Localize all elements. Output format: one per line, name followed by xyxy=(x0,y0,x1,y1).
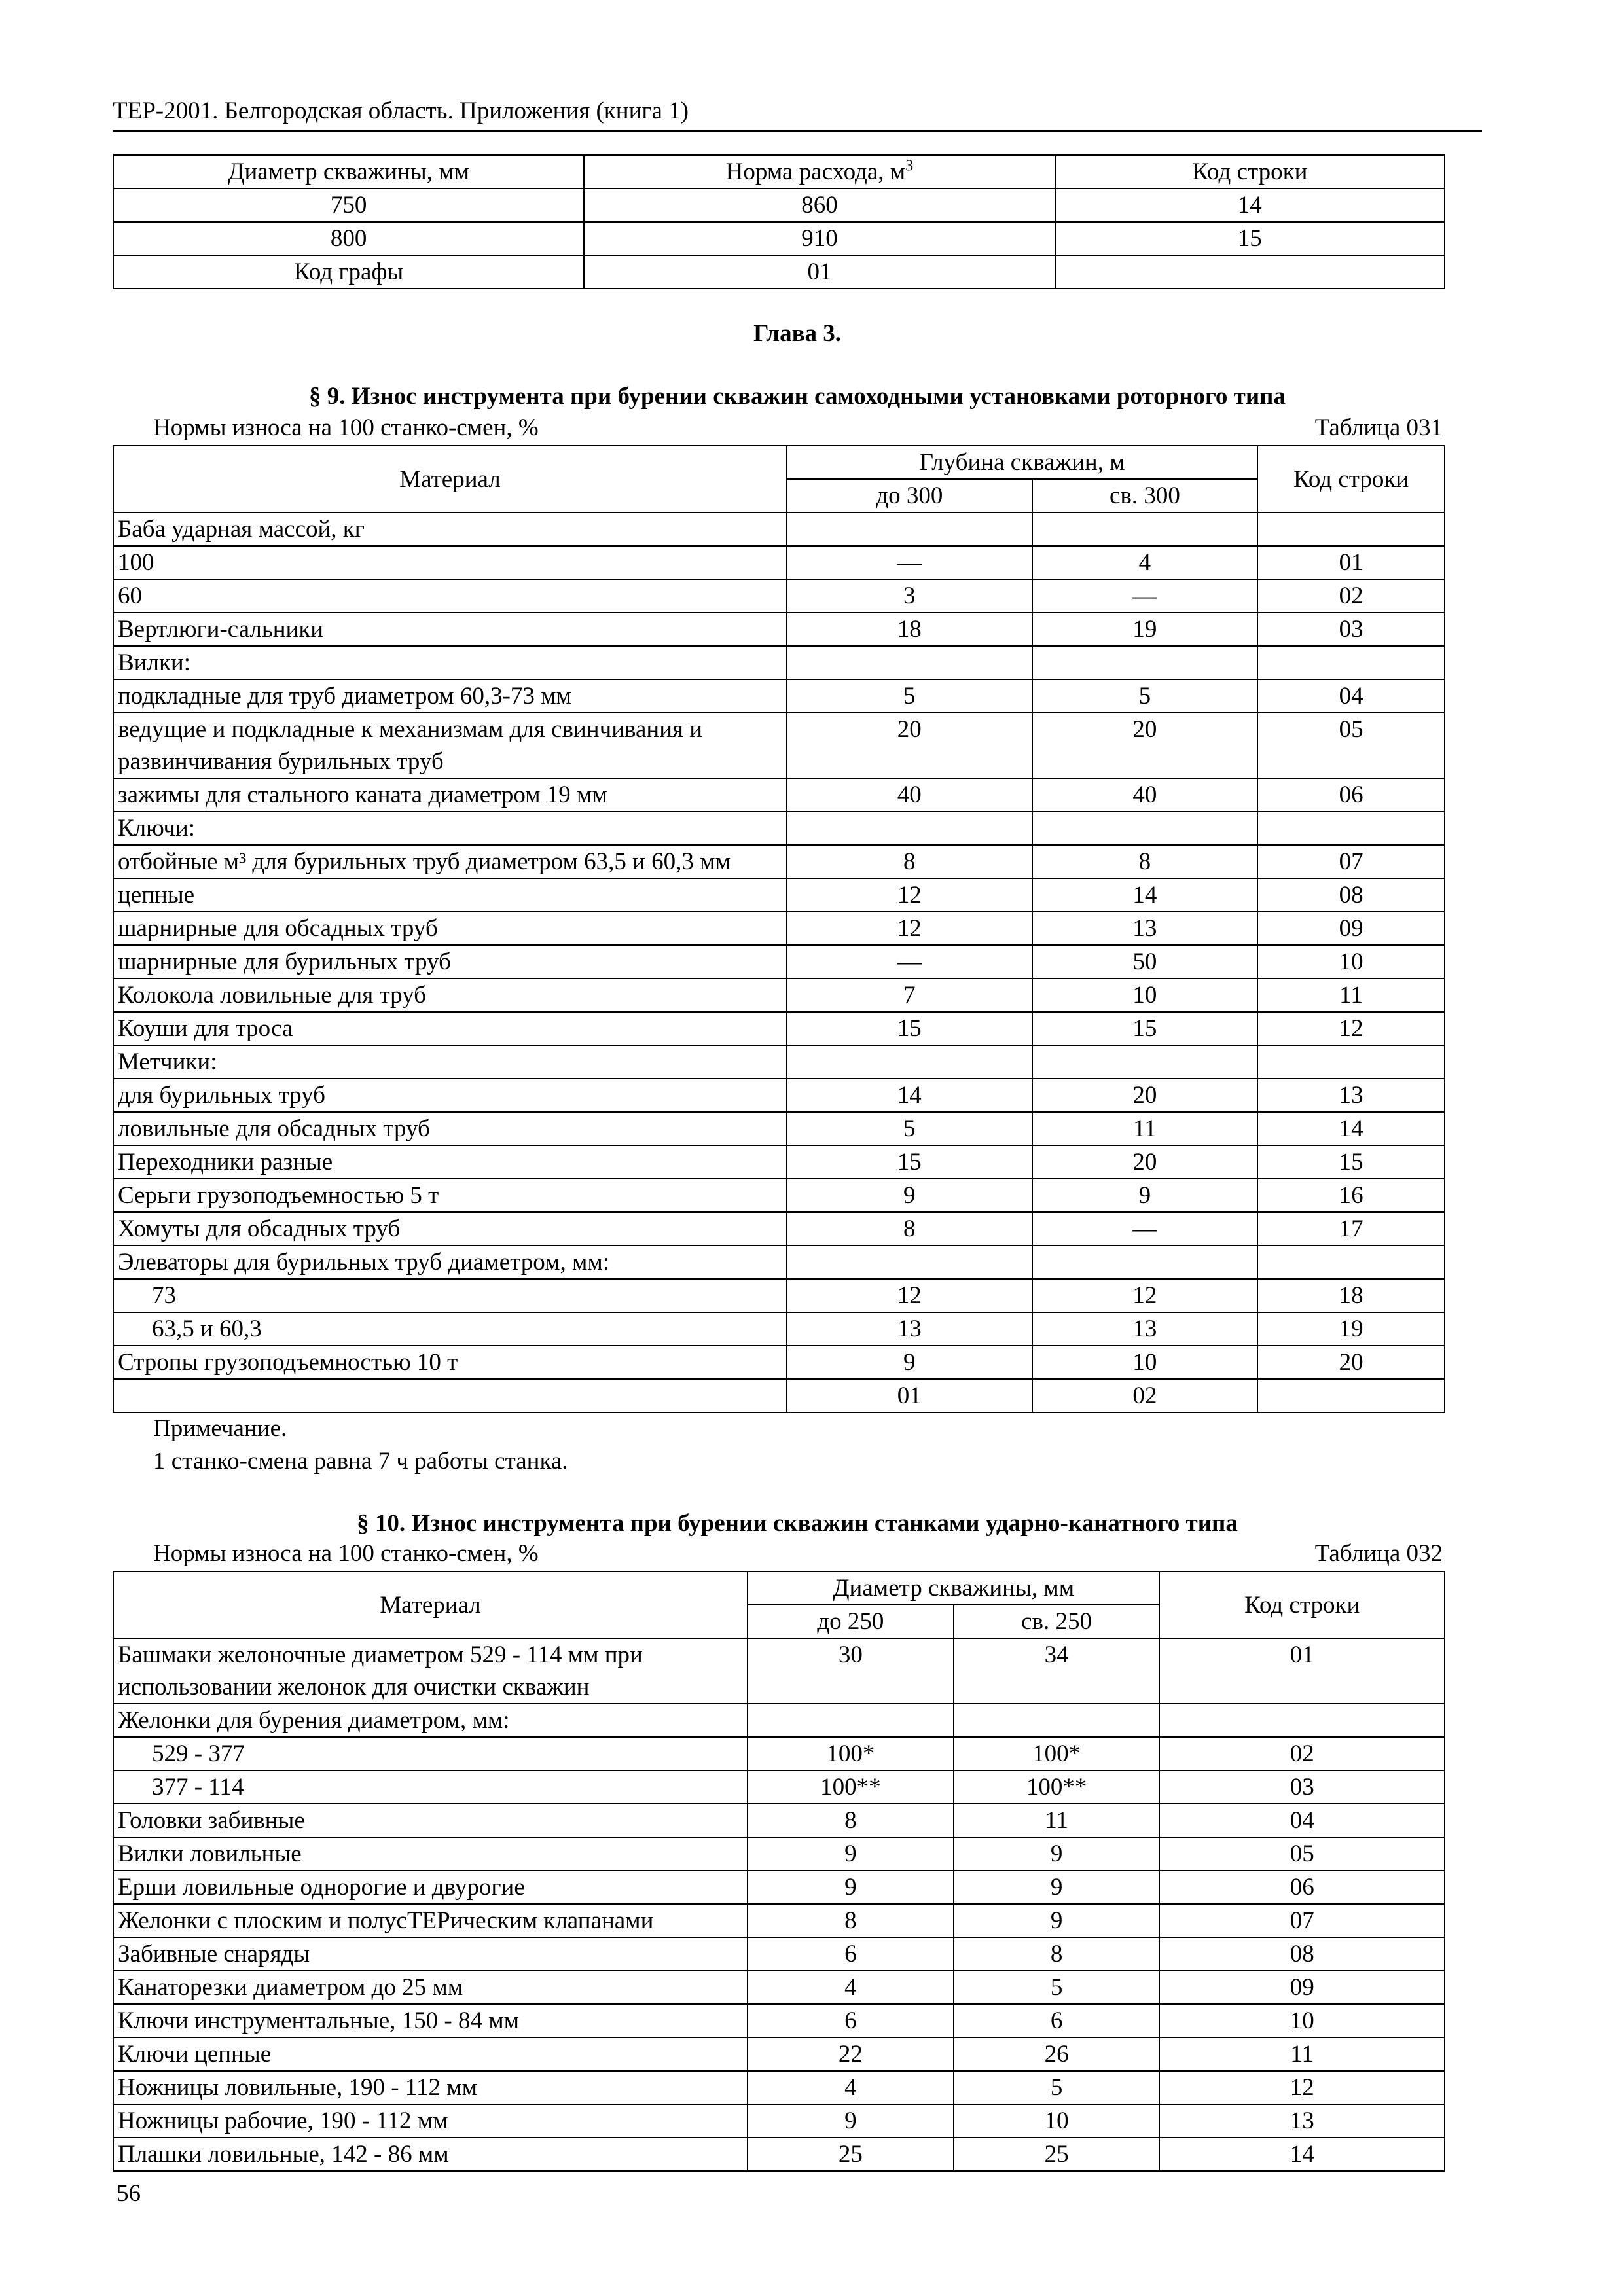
running-header: ТЕР-2001. Белгородская область. Приложения (книга 1) xyxy=(113,98,689,124)
table-row xyxy=(113,1012,1445,1045)
value-cell: 10 xyxy=(954,2104,1160,2138)
material-cell: Вертлюги-сальники xyxy=(113,613,787,646)
material-cell: Коуши для троса xyxy=(113,1012,787,1045)
code-cell: 01 xyxy=(1257,546,1445,579)
value-cell: 20 xyxy=(787,713,1032,778)
code-cell: 11 xyxy=(1159,2037,1445,2071)
table-row xyxy=(113,1279,1445,1312)
value-cell: 13 xyxy=(1032,1312,1258,1346)
value-cell: 15 xyxy=(787,1012,1032,1045)
code-cell: 17 xyxy=(1257,1212,1445,1246)
material-cell: цепные xyxy=(113,878,787,912)
header-cell-code: Код строки xyxy=(1159,1571,1445,1638)
value-cell: 12 xyxy=(1032,1279,1258,1312)
table-row xyxy=(113,1246,1445,1279)
table-row xyxy=(113,646,1445,679)
table-header-row xyxy=(113,446,1445,479)
code-cell: 08 xyxy=(1159,1937,1445,1971)
material-cell: Ключи: xyxy=(113,812,787,845)
code-cell xyxy=(1257,812,1445,845)
header-cell-sub: св. 300 xyxy=(1032,479,1258,512)
chapter-heading: Глава 3. xyxy=(753,320,842,347)
header-cell: Код строки xyxy=(1055,155,1445,188)
material-cell: Элеваторы для бурильных труб диаметром, мм: xyxy=(113,1246,787,1279)
code-cell: 14 xyxy=(1257,1112,1445,1145)
material-cell xyxy=(113,1379,787,1412)
value-cell: — xyxy=(1032,579,1258,613)
value-cell: 6 xyxy=(748,2004,954,2037)
code-cell: 03 xyxy=(1257,613,1445,646)
table-row xyxy=(113,912,1445,945)
value-cell xyxy=(1032,646,1258,679)
code-cell xyxy=(1257,646,1445,679)
value-cell: 4 xyxy=(748,2071,954,2104)
material-cell: Переходники разные xyxy=(113,1145,787,1179)
code-cell: 14 xyxy=(1159,2138,1445,2171)
material-cell: Стропы грузоподъемностью 10 т xyxy=(113,1346,787,1379)
value-cell: 4 xyxy=(1032,546,1258,579)
code-cell xyxy=(1159,1704,1445,1737)
superscript: 3 xyxy=(905,157,914,175)
value-cell xyxy=(1032,1045,1258,1079)
value-cell: 100* xyxy=(954,1737,1160,1770)
value-cell: 40 xyxy=(787,778,1032,812)
value-cell: 11 xyxy=(954,1804,1160,1837)
value-cell: — xyxy=(787,546,1032,579)
material-cell: для бурильных труб xyxy=(113,1079,787,1112)
value-cell xyxy=(748,1704,954,1737)
value-cell: 34 xyxy=(954,1638,1160,1704)
table-row xyxy=(113,945,1445,978)
table-row xyxy=(113,1871,1445,1904)
table-row xyxy=(113,1346,1445,1379)
value-cell: 12 xyxy=(787,912,1032,945)
table-row xyxy=(113,1212,1445,1246)
table-row xyxy=(113,1804,1445,1837)
code-cell: 09 xyxy=(1257,912,1445,945)
header-cell-depth: Глубина скважин, м xyxy=(787,446,1257,479)
header-cell-sub: до 250 xyxy=(748,1605,954,1638)
material-cell: Колокола ловильные для труб xyxy=(113,978,787,1012)
code-cell xyxy=(1257,1045,1445,1079)
value-cell: 9 xyxy=(954,1837,1160,1871)
table-row xyxy=(113,1904,1445,1937)
material-cell: отбойные м³ для бурильных труб диаметром 63,5 и 60,3 мм xyxy=(113,845,787,878)
code-cell: 04 xyxy=(1257,679,1445,713)
material-cell: Ключи инструментальные, 150 - 84 мм xyxy=(113,2004,748,2037)
value-cell: 10 xyxy=(1032,1346,1258,1379)
table-cell: 800 xyxy=(113,222,584,255)
value-cell xyxy=(1032,512,1258,546)
material-cell: Метчики: xyxy=(113,1045,787,1079)
value-cell: 8 xyxy=(748,1804,954,1837)
code-cell: 13 xyxy=(1257,1079,1445,1112)
code-cell: 12 xyxy=(1257,1012,1445,1045)
code-cell: 12 xyxy=(1159,2071,1445,2104)
table-row xyxy=(113,1638,1445,1704)
table-row xyxy=(113,812,1445,845)
table-031 xyxy=(113,445,1445,1413)
code-cell: 04 xyxy=(1159,1804,1445,1837)
table-row xyxy=(113,878,1445,912)
value-cell: 12 xyxy=(787,1279,1032,1312)
value-cell: 9 xyxy=(748,1837,954,1871)
table-row xyxy=(113,978,1445,1012)
code-cell: 10 xyxy=(1159,2004,1445,2037)
table-cell: 860 xyxy=(584,188,1055,222)
table-row xyxy=(113,613,1445,646)
value-cell: 9 xyxy=(748,1871,954,1904)
section10-table-label: Таблица 032 xyxy=(1314,1540,1443,1567)
table-row xyxy=(113,1737,1445,1770)
table-row xyxy=(113,1971,1445,2004)
value-cell: 9 xyxy=(787,1179,1032,1212)
code-cell xyxy=(1257,1379,1445,1412)
header-rule xyxy=(113,130,1482,132)
value-cell: 5 xyxy=(787,1112,1032,1145)
section9-title: § 9. Износ инструмента при бурении скважин самоходными установками роторного типа xyxy=(308,383,1286,410)
section10-title: § 10. Износ инструмента при бурении скважин станками ударно-канатного типа xyxy=(357,1510,1238,1537)
value-cell: 15 xyxy=(787,1145,1032,1179)
value-cell: 22 xyxy=(748,2037,954,2071)
value-cell: 9 xyxy=(1032,1179,1258,1212)
material-cell: Канаторезки диаметром до 25 мм xyxy=(113,1971,748,2004)
material-cell: Ножницы рабочие, 190 - 112 мм xyxy=(113,2104,748,2138)
table-header-row xyxy=(113,155,1445,188)
header-cell-diameter: Диаметр скважины, мм xyxy=(748,1571,1159,1605)
value-cell: 9 xyxy=(954,1871,1160,1904)
code-cell: 06 xyxy=(1257,778,1445,812)
value-cell: 6 xyxy=(954,2004,1160,2037)
value-cell: 25 xyxy=(954,2138,1160,2171)
table-cell: 910 xyxy=(584,222,1055,255)
value-cell: — xyxy=(787,945,1032,978)
table-row xyxy=(113,546,1445,579)
value-cell: 8 xyxy=(787,1212,1032,1246)
material-cell: ловильные для обсадных труб xyxy=(113,1112,787,1145)
table-row xyxy=(113,1837,1445,1871)
value-cell: 3 xyxy=(787,579,1032,613)
table-row xyxy=(113,1045,1445,1079)
value-cell xyxy=(787,812,1032,845)
table-row xyxy=(113,1704,1445,1737)
value-cell: 100* xyxy=(748,1737,954,1770)
material-cell: шарнирные для бурильных труб xyxy=(113,945,787,978)
table-032-body xyxy=(113,1638,1445,2171)
header-cell-material: Материал xyxy=(113,446,787,512)
value-cell: 10 xyxy=(1032,978,1258,1012)
value-cell: 12 xyxy=(787,878,1032,912)
code-cell: 08 xyxy=(1257,878,1445,912)
material-cell: 377 - 114 xyxy=(113,1770,748,1804)
code-cell xyxy=(1257,512,1445,546)
value-cell: 8 xyxy=(954,1937,1160,1971)
table-row xyxy=(113,778,1445,812)
value-cell xyxy=(787,512,1032,546)
value-cell: 5 xyxy=(954,1971,1160,2004)
value-cell: 15 xyxy=(1032,1012,1258,1045)
section10-norms: Нормы износа на 100 станко-смен, % xyxy=(153,1540,539,1567)
value-cell: 100** xyxy=(748,1770,954,1804)
table-row xyxy=(113,2138,1445,2171)
value-cell: 8 xyxy=(1032,845,1258,878)
value-cell: 13 xyxy=(1032,912,1258,945)
table-row xyxy=(113,845,1445,878)
material-cell: 529 - 377 xyxy=(113,1737,748,1770)
value-cell: 9 xyxy=(748,2104,954,2138)
note-text: 1 станко-смена равна 7 ч работы станка. xyxy=(153,1448,568,1475)
value-cell: 30 xyxy=(748,1638,954,1704)
value-cell: 40 xyxy=(1032,778,1258,812)
header-cell-material: Материал xyxy=(113,1571,748,1638)
value-cell: 9 xyxy=(787,1346,1032,1379)
code-cell: 07 xyxy=(1257,845,1445,878)
table-row xyxy=(113,1379,1445,1412)
material-cell: зажимы для стального каната диаметром 19 мм xyxy=(113,778,787,812)
table-row xyxy=(113,1179,1445,1212)
value-cell: 18 xyxy=(787,613,1032,646)
section9-table-label: Таблица 031 xyxy=(1314,414,1443,441)
code-cell xyxy=(1257,1246,1445,1279)
table-header-row xyxy=(113,1571,1445,1605)
header-cell xyxy=(584,155,1055,188)
note-title: Примечание. xyxy=(153,1415,287,1442)
table-row xyxy=(113,713,1445,778)
table-row xyxy=(113,1312,1445,1346)
code-cell: 09 xyxy=(1159,1971,1445,2004)
code-cell: 15 xyxy=(1257,1145,1445,1179)
material-cell: Хомуты для обсадных труб xyxy=(113,1212,787,1246)
value-cell: 8 xyxy=(787,845,1032,878)
value-cell xyxy=(787,1246,1032,1279)
material-cell: Желонки с плоским и полусТЕРическим клапанами xyxy=(113,1904,748,1937)
material-cell: Ножницы ловильные, 190 - 112 мм xyxy=(113,2071,748,2104)
material-cell: Плашки ловильные, 142 - 86 мм xyxy=(113,2138,748,2171)
code-cell: 03 xyxy=(1159,1770,1445,1804)
value-cell: 5 xyxy=(787,679,1032,713)
material-cell: ведущие и подкладные к механизмам для свинчивания и развинчивания бурильных труб xyxy=(113,713,787,778)
table-row xyxy=(113,1937,1445,1971)
table-031-body xyxy=(113,512,1445,1412)
material-cell: Ерши ловильные однорогие и двурогие xyxy=(113,1871,748,1904)
value-cell xyxy=(1032,1246,1258,1279)
table-row xyxy=(113,1145,1445,1179)
value-cell: 11 xyxy=(1032,1112,1258,1145)
code-cell: 06 xyxy=(1159,1871,1445,1904)
value-cell: 50 xyxy=(1032,945,1258,978)
header-cell-code: Код строки xyxy=(1257,446,1445,512)
header-cell: Диаметр скважины, мм xyxy=(113,155,584,188)
table-row xyxy=(113,2071,1445,2104)
table-row xyxy=(113,1770,1445,1804)
code-cell: 05 xyxy=(1257,713,1445,778)
material-cell: подкладные для труб диаметром 60,3-73 мм xyxy=(113,679,787,713)
material-cell: 60 xyxy=(113,579,787,613)
code-cell: 13 xyxy=(1159,2104,1445,2138)
table-032 xyxy=(113,1571,1445,2172)
value-cell: 6 xyxy=(748,1937,954,1971)
code-cell: 16 xyxy=(1257,1179,1445,1212)
table-cell xyxy=(1055,255,1445,289)
table-row xyxy=(113,679,1445,713)
table-cell: 15 xyxy=(1055,222,1445,255)
value-cell: 4 xyxy=(748,1971,954,2004)
value-cell: 5 xyxy=(954,2071,1160,2104)
material-cell: Баба ударная массой, кг xyxy=(113,512,787,546)
table-cell: 14 xyxy=(1055,188,1445,222)
table-cell: 750 xyxy=(113,188,584,222)
value-cell: 19 xyxy=(1032,613,1258,646)
table-row xyxy=(113,255,1445,289)
table-row xyxy=(113,188,1445,222)
material-cell: 73 xyxy=(113,1279,787,1312)
material-cell: Забивные снаряды xyxy=(113,1937,748,1971)
table-row xyxy=(113,1079,1445,1112)
table-cell: Код графы xyxy=(113,255,584,289)
header-cell-sub: св. 250 xyxy=(954,1605,1160,1638)
code-cell: 11 xyxy=(1257,978,1445,1012)
material-cell: Желонки для бурения диаметром, мм: xyxy=(113,1704,748,1737)
code-cell: 19 xyxy=(1257,1312,1445,1346)
code-cell: 05 xyxy=(1159,1837,1445,1871)
table-consumption xyxy=(113,154,1445,289)
value-cell: 20 xyxy=(1032,713,1258,778)
table-row xyxy=(113,1112,1445,1145)
code-cell: 02 xyxy=(1257,579,1445,613)
value-cell: 14 xyxy=(787,1079,1032,1112)
code-cell: 01 xyxy=(1159,1638,1445,1704)
header-cell-text: Норма расхода, м xyxy=(725,158,906,185)
code-cell: 02 xyxy=(1159,1737,1445,1770)
value-cell: 20 xyxy=(1032,1145,1258,1179)
value-cell xyxy=(787,646,1032,679)
material-cell: 100 xyxy=(113,546,787,579)
value-cell: 02 xyxy=(1032,1379,1258,1412)
material-cell: 63,5 и 60,3 xyxy=(113,1312,787,1346)
code-cell: 18 xyxy=(1257,1279,1445,1312)
value-cell: 7 xyxy=(787,978,1032,1012)
table-row xyxy=(113,2037,1445,2071)
table-row xyxy=(113,2004,1445,2037)
page-number: 56 xyxy=(117,2180,141,2207)
material-cell: Головки забивные xyxy=(113,1804,748,1837)
table-row xyxy=(113,2104,1445,2138)
material-cell: Вилки: xyxy=(113,646,787,679)
table-row xyxy=(113,579,1445,613)
value-cell xyxy=(1032,812,1258,845)
table-row xyxy=(113,222,1445,255)
header-cell-sub: до 300 xyxy=(787,479,1032,512)
value-cell: 01 xyxy=(787,1379,1032,1412)
material-cell: шарнирные для обсадных труб xyxy=(113,912,787,945)
value-cell: 13 xyxy=(787,1312,1032,1346)
value-cell: 8 xyxy=(748,1904,954,1937)
value-cell: 5 xyxy=(1032,679,1258,713)
code-cell: 10 xyxy=(1257,945,1445,978)
value-cell: 20 xyxy=(1032,1079,1258,1112)
value-cell xyxy=(954,1704,1160,1737)
value-cell xyxy=(787,1045,1032,1079)
value-cell: 9 xyxy=(954,1904,1160,1937)
value-cell: 25 xyxy=(748,2138,954,2171)
value-cell: 100** xyxy=(954,1770,1160,1804)
material-cell: Вилки ловильные xyxy=(113,1837,748,1871)
value-cell: — xyxy=(1032,1212,1258,1246)
material-cell: Ключи цепные xyxy=(113,2037,748,2071)
material-cell: Серьги грузоподъемностью 5 т xyxy=(113,1179,787,1212)
section9-norms: Нормы износа на 100 станко-смен, % xyxy=(153,414,539,441)
value-cell: 26 xyxy=(954,2037,1160,2071)
material-cell: Башмаки желоночные диаметром 529 - 114 мм при использовании желонок для очистки скважин xyxy=(113,1638,748,1704)
value-cell: 14 xyxy=(1032,878,1258,912)
table-cell: 01 xyxy=(584,255,1055,289)
code-cell: 07 xyxy=(1159,1904,1445,1937)
code-cell: 20 xyxy=(1257,1346,1445,1379)
table-row xyxy=(113,512,1445,546)
